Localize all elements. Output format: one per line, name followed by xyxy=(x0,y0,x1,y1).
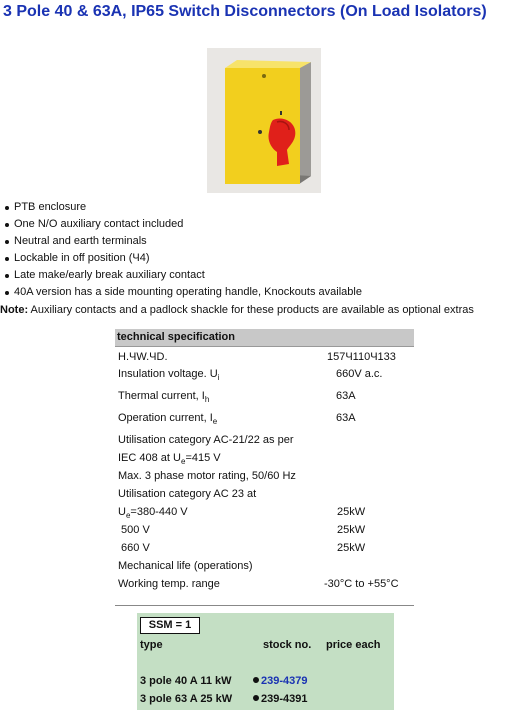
list-item: 40A version has a side mounting operating handle, Knockouts available xyxy=(3,284,362,301)
ssm-box: SSM = 1 xyxy=(140,617,200,634)
note xyxy=(0,303,529,318)
list-item: Lockable in off position (Ч4) xyxy=(3,250,362,267)
spec-label: 660 V xyxy=(118,542,150,554)
list-item: PTB enclosure xyxy=(3,199,362,216)
spec-label: Utilisation category AC-21/22 as per xyxy=(118,434,294,446)
spec-value: 63A xyxy=(336,412,356,424)
table-row xyxy=(115,521,414,539)
item-type: 3 pole 40 A 11 kW xyxy=(140,675,232,687)
spec-label: Utilisation category AC 23 at xyxy=(118,488,257,500)
spec-value: 25kW xyxy=(337,506,366,518)
spec-value: 660V a.c. xyxy=(336,368,383,380)
spec-label: $U_e=380-440$ V xyxy=(118,506,188,521)
spec-label: IEC 408 at $U_e=415$ V xyxy=(118,452,221,467)
table-row xyxy=(115,349,414,365)
list-item: Late make/early break auxiliary contact xyxy=(3,267,362,284)
bullet-icon xyxy=(253,695,259,701)
spec-table xyxy=(115,329,414,593)
column-header-price: price each xyxy=(326,639,381,651)
spec-label: Max. 3 phase motor rating, 50/60 Hz xyxy=(118,470,296,482)
table-row xyxy=(115,467,414,521)
spec-label: Working temp. range xyxy=(118,578,220,590)
stock-number-link[interactable]: 239-4379 xyxy=(253,674,308,688)
page-title: 3 Pole 40 & 63A, IP65 Switch Disconnectors (On Load Isolators) xyxy=(3,3,487,20)
spec-value: 63A xyxy=(336,390,356,402)
divider xyxy=(115,605,414,606)
spec-label: Н.ЧW.ЧD. xyxy=(118,351,168,363)
table-row xyxy=(115,539,414,557)
table-row xyxy=(115,409,414,431)
note-label: Note: xyxy=(0,304,29,316)
spec-value: 25kW xyxy=(337,542,366,554)
bullet-icon xyxy=(253,677,259,683)
spec-label: 500 V xyxy=(118,524,150,536)
item-type: 3 pole 63 A 25 kW xyxy=(140,693,233,705)
spec-value: 25kW xyxy=(337,524,366,536)
spec-label: Mechanical life (operations) xyxy=(118,560,253,572)
column-header-type: type xyxy=(140,639,163,651)
table-row xyxy=(115,431,414,467)
spec-value: -30°C to +55°C xyxy=(324,578,399,590)
list-item: Neutral and earth terminals xyxy=(3,233,362,250)
list-item: One N/O auxiliary contact included xyxy=(3,216,362,233)
note-text: Auxiliary contacts and a padlock shackle for these products are available as optional extras xyxy=(28,304,474,316)
switch-disconnector-image xyxy=(207,48,321,193)
table-row xyxy=(115,387,414,409)
table-row xyxy=(115,575,414,593)
spec-label: Thermal current, $I_h$ xyxy=(118,390,210,405)
table-row xyxy=(115,365,414,387)
order-panel xyxy=(137,613,394,710)
spec-label: Insulation voltage. $U_i$ xyxy=(118,368,220,383)
spec-header: technical specification xyxy=(115,329,414,347)
stock-number: 239-4391 xyxy=(253,692,308,706)
column-header-stock: stock no. xyxy=(263,639,312,651)
product-photo xyxy=(207,48,321,193)
spec-value: 157Ч110Ч133 xyxy=(327,351,396,363)
table-row xyxy=(115,557,414,575)
spec-label: Operation current, $I_e$ xyxy=(118,412,218,427)
feature-list xyxy=(3,199,362,301)
